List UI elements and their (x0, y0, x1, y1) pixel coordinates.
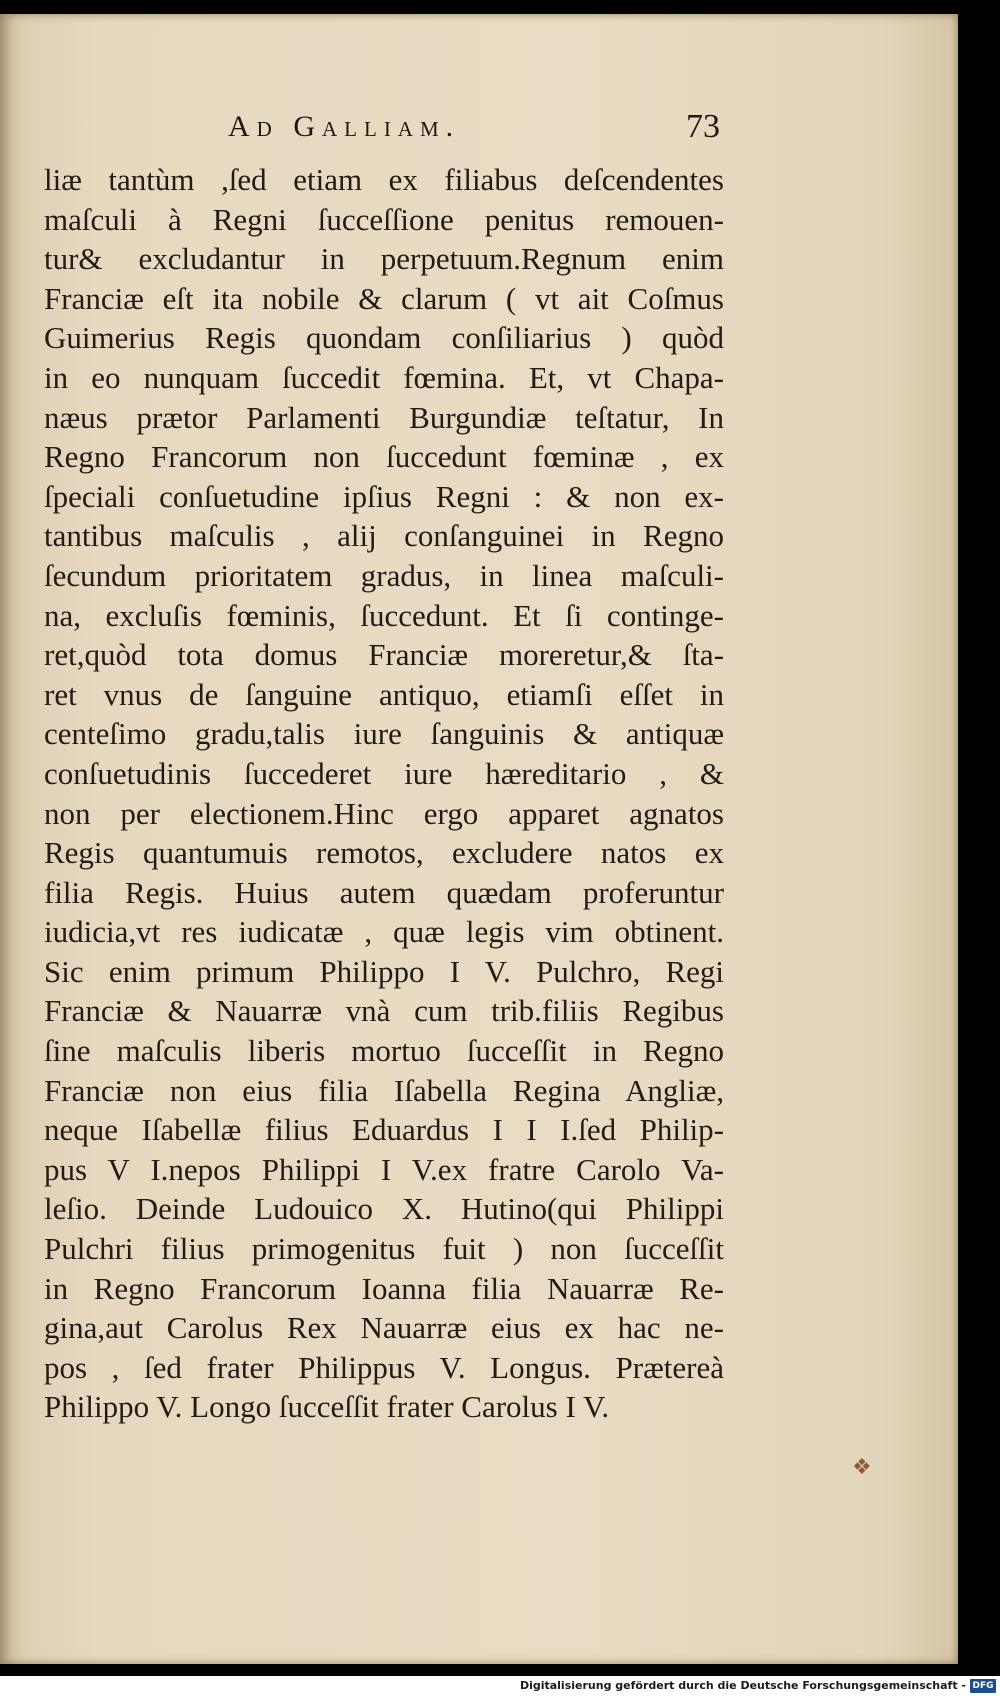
text-line: tur& excludantur in perpetuum.Regnum enim (44, 241, 724, 277)
text-line: leſio. Deinde Ludouico X. Hutino(qui Philippi (44, 1191, 724, 1227)
text-line: ſecundum prioritatem gradus, in linea maſculi- (44, 557, 724, 593)
text-line: iudicia,vt res iudicatæ , quæ legis vim obtinent. (44, 914, 724, 950)
text-line: tantibus maſculis , alij conſanguinei in Regno (44, 518, 724, 554)
text-line: Franciæ eſt ita nobile & clarum ( vt ait Coſmus (44, 280, 724, 316)
text-line: maſculi à Regni ſucceſſione penitus remouen- (44, 201, 724, 237)
page-number: 73 (686, 108, 720, 145)
text-line: neque Iſabellæ filius Eduardus I I I.ſed Philip- (44, 1112, 724, 1148)
text-line: gina,aut Carolus Rex Nauarræ eius ex hac ne- (44, 1310, 724, 1346)
text-line: ret,quòd tota domus Franciæ moreretur,& ſta- (44, 637, 724, 673)
text-line: in eo nunquam ſuccedit fœmina. Et, vt Chapa- (44, 359, 724, 395)
text-line: liæ tantùm ,ſed etiam ex filiabus deſcendentes (44, 162, 724, 197)
text-line: Regno Francorum non ſuccedunt fœminæ , ex (44, 439, 724, 475)
text-line: næus prætor Parlamenti Burgundiæ teſtatur, In (44, 399, 724, 435)
page-header (48, 110, 720, 154)
funding-credit: Digitalisierung gefördert durch die Deutsche Forschungsgemeinschaft - (519, 1679, 966, 1692)
running-title: Ad Galliam. (228, 110, 461, 143)
text-line: Franciæ & Nauarræ vnà cum trib.filiis Regibus (44, 993, 724, 1029)
body-text (44, 160, 724, 1427)
text-line: ſine maſculis liberis mortuo ſucceſſit in Regno (44, 1033, 724, 1069)
ink-spot-icon: ❖ (852, 1454, 872, 1479)
text-line: conſuetudinis ſuccederet iure hæreditario , & (44, 755, 724, 791)
text-line: ſpeciali conſuetudine ipſius Regni : & non ex- (44, 478, 724, 514)
text-line: centeſimo gradu,talis iure ſanguinis & antiquæ (44, 716, 724, 752)
text-line: ret vnus de ſanguine antiquo, etiamſi eſſet in (44, 676, 724, 712)
text-line: pos , ſed frater Philippus V. Longus. Prætereà (44, 1349, 724, 1385)
text-line: in Regno Francorum Ioanna filia Nauarræ Re- (44, 1270, 724, 1306)
text-line: Guimerius Regis quondam conſiliarius ) quòd (44, 320, 724, 356)
text-line: Sic enim primum Philippo I V. Pulchro, Regi (44, 953, 724, 989)
book-page (0, 14, 958, 1664)
text-line: pus V I.nepos Philippi I V.ex fratre Carolo Va- (44, 1151, 724, 1187)
text-line: Franciæ non eius filia Iſabella Regina Angliæ, (44, 1072, 724, 1108)
text-line: Pulchri filius primogenitus fuit ) non ſucceſſit (44, 1231, 724, 1267)
text-line: na, excluſis fœminis, ſuccedunt. Et ſi continge- (44, 597, 724, 633)
text-line: non per electionem.Hinc ergo apparet agnatos (44, 795, 724, 831)
text-line: Regis quantumuis remotos, excludere natos ex (44, 835, 724, 871)
text-line: filia Regis. Huius autem quædam proferuntur (44, 874, 724, 910)
digitization-footer (0, 1676, 1000, 1698)
dfg-logo-icon: DFG (970, 1679, 996, 1693)
text-line: Philippo V. Longo ſucceſſit frater Carolus I V. (44, 1389, 610, 1425)
